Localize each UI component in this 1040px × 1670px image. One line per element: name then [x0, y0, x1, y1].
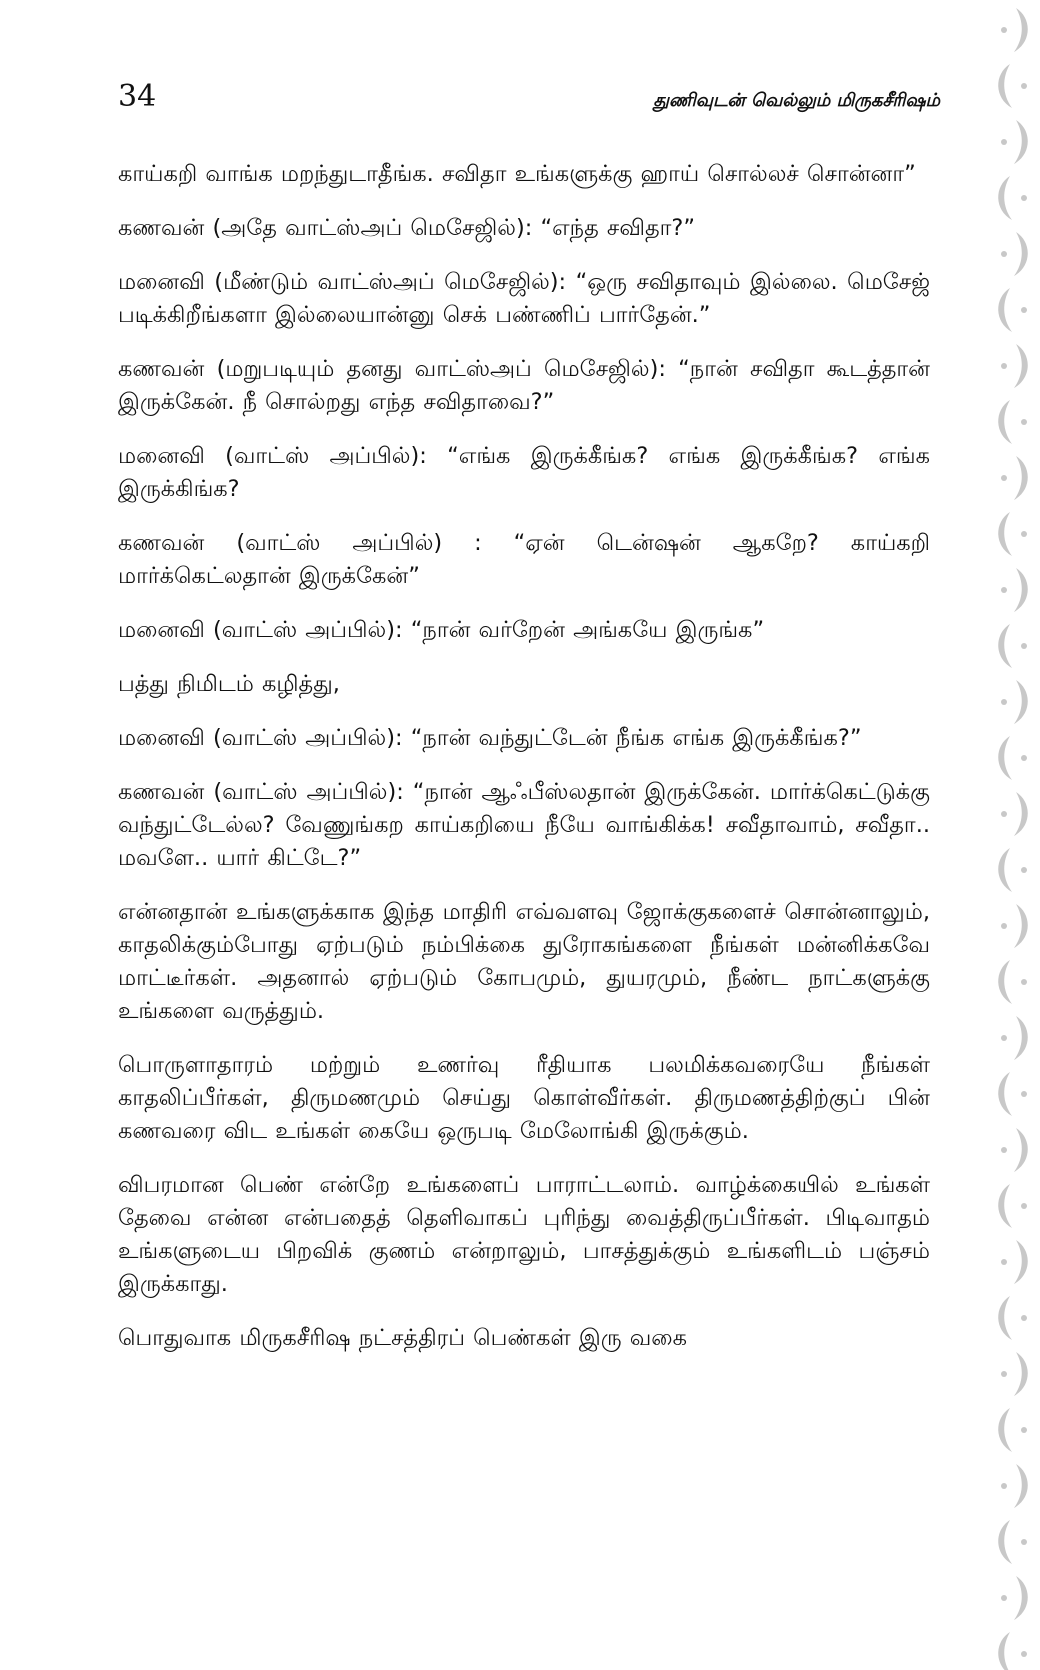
paragraph-2: கணவன் (அதே வாட்ஸ்அப் மெசேஜில்): “எந்த சவிதா?”	[118, 215, 695, 241]
ornament-leaf-icon	[1014, 568, 1028, 612]
ornament-leaf-icon	[998, 624, 1012, 668]
ornament-dot-icon	[1001, 1371, 1007, 1377]
page-number: 34	[118, 79, 157, 114]
ornament-leaf-icon	[1014, 792, 1028, 836]
ornament-dot-icon	[1021, 643, 1027, 649]
ornament-dot-icon	[1001, 699, 1007, 705]
ornament-leaf-icon	[1014, 8, 1028, 52]
paragraph-6: கணவன் (வாட்ஸ் அப்பில்) : “ஏன் டென்ஷன் ஆகறே? காய்கறி மார்க்கெட்லதான் இருக்கேன்”	[118, 530, 930, 589]
paragraph-11: என்னதான் உங்களுக்காக இந்த மாதிரி எவ்வளவு ஜோக்குகளைச் சொன்னாலும், காதலிக்கும்போது ஏற்படும் நம்பிக்கை துரோகங்களை நீங்கள் மன்னிக்கவே மாட்டீர்கள். அதனால் ஏற்படும் கோபமும், துயரமும், நீண்ட நாட்களுக்கு உங்களை வருத்தும்.	[118, 899, 930, 1024]
paragraph-7: மனைவி (வாட்ஸ் அப்பில்): “நான் வர்றேன் அங்கயே இருங்க”	[118, 617, 765, 643]
ornament-leaf-icon	[1014, 1352, 1028, 1396]
ornament-leaf-icon	[998, 288, 1012, 332]
ornament-dot-icon	[1021, 1315, 1027, 1321]
ornament-leaf-icon	[998, 1408, 1012, 1452]
border-ornament	[980, 0, 1040, 1670]
ornament-leaf-icon	[1014, 1128, 1028, 1172]
ornament-dot-icon	[1021, 867, 1027, 873]
ornament-leaf-icon	[998, 848, 1012, 892]
ornament-dot-icon	[1001, 587, 1007, 593]
paragraph-13: விபரமான பெண் என்றே உங்களைப் பாராட்டலாம். வாழ்க்கையில் உங்கள் தேவை என்ன என்பதைத் தெளிவாகப் புரிந்து வைத்திருப்பீர்கள். பிடிவாதம் உங்களுடைய பிறவிக் குணம் என்றாலும், பாசத்துக்கும் உங்களிடம் பஞ்சம் இருக்காது.	[118, 1172, 930, 1297]
ornament-dot-icon	[1001, 363, 1007, 369]
paragraph-12: பொருளாதாரம் மற்றும் உணர்வு ரீதியாக பலமிக்கவரையே நீங்கள் காதலிப்பீர்கள், திருமணமும் செய்து கொள்வீர்கள். திருமணத்திற்குப் பின் கணவரை விட உங்கள் கையே ஒருபடி மேலோங்கி இருக்கும்.	[118, 1052, 930, 1144]
ornament-dot-icon	[1001, 251, 1007, 257]
ornament-leaf-icon	[1014, 456, 1028, 500]
ornament-dot-icon	[1021, 1091, 1027, 1097]
ornament-dot-icon	[1021, 419, 1027, 425]
ornament-leaf-icon	[998, 64, 1012, 108]
paragraph-4: கணவன் (மறுபடியும் தனது வாட்ஸ்அப் மெசேஜில்): “நான் சவிதா கூடத்தான் இருக்கேன். நீ சொல்றது எந்த சவிதாவை?”	[118, 356, 930, 415]
ornament-dot-icon	[1001, 27, 1007, 33]
ornament-leaf-icon	[1014, 1240, 1028, 1284]
ornament-leaf-icon	[998, 1072, 1012, 1116]
ornament-dot-icon	[1001, 923, 1007, 929]
ornament-dot-icon	[1021, 1427, 1027, 1433]
ornament-dot-icon	[1001, 1483, 1007, 1489]
ornament-leaf-icon	[998, 512, 1012, 556]
ornament-leaf-icon	[998, 1632, 1012, 1670]
paragraph-3: மனைவி (மீண்டும் வாட்ஸ்அப் மெசேஜில்): “ஒரு சவிதாவும் இல்லை. மெசேஜ் படிக்கிறீங்களா இல்லையான்னு செக் பண்ணிப் பார்தேன்.”	[118, 269, 930, 328]
ornament-dot-icon	[1021, 979, 1027, 985]
ornament-leaf-icon	[998, 736, 1012, 780]
ornament-leaf-icon	[1014, 680, 1028, 724]
ornament-leaf-icon	[1014, 344, 1028, 388]
ornament-vine-icon	[998, 8, 1028, 1670]
ornament-dot-icon	[1001, 1595, 1007, 1601]
ornament-leaf-icon	[998, 400, 1012, 444]
ornament-dot-icon	[1021, 195, 1027, 201]
ornament-dot-icon	[1021, 531, 1027, 537]
paragraph-1: காய்கறி வாங்க மறந்துடாதீங்க. சவிதா உங்களுக்கு ஹாய் சொல்லச் சொன்னா”	[118, 161, 916, 187]
ornament-dot-icon	[1021, 1539, 1027, 1545]
body-text	[118, 158, 930, 1376]
ornament-leaf-icon	[1014, 120, 1028, 164]
ornament-dot-icon	[1021, 83, 1027, 89]
ornament-leaf-icon	[1014, 1016, 1028, 1060]
ornament-dot-icon	[1001, 1259, 1007, 1265]
ornament-dot-icon	[1001, 1035, 1007, 1041]
ornament-leaf-icon	[1014, 232, 1028, 276]
running-title: துணிவுடன் வெல்லும் மிருகசீரிஷம்	[653, 90, 940, 111]
paragraph-8: பத்து நிமிடம் கழித்து,	[118, 671, 340, 697]
ornament-leaf-icon	[1014, 904, 1028, 948]
ornament-dot-icon	[1021, 1651, 1027, 1657]
ornament-dot-icon	[1021, 1203, 1027, 1209]
ornament-leaf-icon	[1014, 1464, 1028, 1508]
paragraph-5: மனைவி (வாட்ஸ் அப்பில்): “எங்க இருக்கீங்க? எங்க இருக்கீங்க? எங்க இருக்கிங்க?	[118, 443, 930, 502]
ornament-dot-icon	[1001, 1147, 1007, 1153]
paragraph-14: பொதுவாக மிருகசீரிஷ நட்சத்திரப் பெண்கள் இரு வகை	[118, 1325, 687, 1351]
ornament-dot-icon	[1021, 755, 1027, 761]
ornament-dot-icon	[1001, 139, 1007, 145]
ornament-leaf-icon	[998, 1296, 1012, 1340]
ornament-dot-icon	[1001, 811, 1007, 817]
ornament-leaf-icon	[998, 1520, 1012, 1564]
paragraph-9: மனைவி (வாட்ஸ் அப்பில்): “நான் வந்துட்டேன் நீங்க எங்க இருக்கீங்க?”	[118, 725, 862, 751]
ornament-leaf-icon	[998, 1184, 1012, 1228]
ornament-leaf-icon	[998, 960, 1012, 1004]
paragraph-10: கணவன் (வாட்ஸ் அப்பில்): “நான் ஆஃபீஸ்லதான் இருக்கேன். மார்க்கெட்டுக்கு வந்துட்டேல்ல? வேணுங்கற காய்கறியை நீயே வாங்கிக்க! சவீதாவாம், சவீதா.. மவளே.. யார் கிட்டே?”	[118, 779, 930, 871]
ornament-dot-icon	[1021, 307, 1027, 313]
ornament-dot-icon	[1001, 475, 1007, 481]
ornament-leaf-icon	[1014, 1576, 1028, 1620]
ornament-leaf-icon	[998, 176, 1012, 220]
